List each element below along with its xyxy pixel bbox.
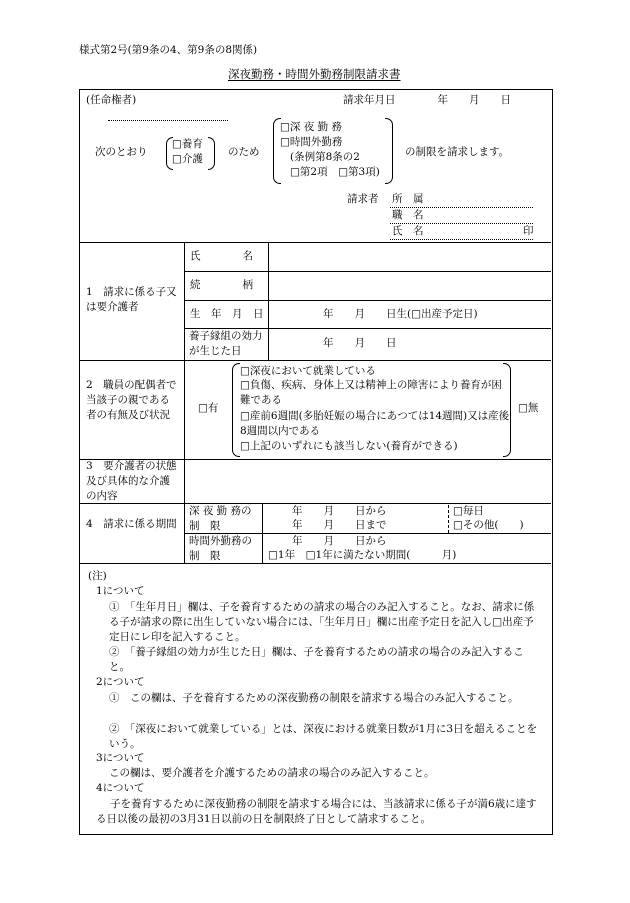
note4-text: 子を養育するために深夜勤務の制限を請求する場合には、当該請求に係る子が満6歳に達する日以後の最初の3月31日以前の日を制限終了日として請求すること。 [96,798,537,825]
appointer-line[interactable] [108,120,228,121]
requester-label: 請求者 [347,193,379,205]
child-birthdate-value[interactable]: 年 月 日生(□出産予定日) [323,308,478,320]
rule-s4-dashed [448,505,449,533]
conditions-bracket-right [503,363,511,457]
purpose-raising[interactable]: □養育 [172,138,203,150]
overtime-limit-label: 時間外勤務の 制 限 [189,535,263,562]
night-every-day[interactable]: □毎日 [453,505,484,517]
note1-heading: 1について [96,585,145,597]
type-night[interactable]: □深 夜 勤 務 [280,121,342,133]
appointer-label: (任命権者) [86,94,137,106]
rule-s1-subcolumn [268,242,269,360]
night-from[interactable]: 年 月 日から [292,505,387,517]
purpose-bracket-right [208,137,215,170]
note2-heading: 2について [96,676,145,688]
adoption-date-label: 養子縁組の効力が生じた日 [189,330,263,357]
rule-notes-top [79,563,551,564]
condition-night-work[interactable]: □深夜において就業している [240,365,376,377]
name-label: 氏 名 [392,225,424,237]
section1-label: 1 請求に係る子又は要介護者 [86,286,177,313]
overtime-period[interactable]: □1年 □1年に満たない期間( 月) [268,549,457,561]
note2-item2: ② 「深夜において就業している」とは、深夜における就業日数が1月に3日を超えることをいう。 [109,723,538,750]
note4-heading: 4について [96,782,145,794]
seal-mark: 印 [523,225,534,237]
section4-label: 4 請求に係る期間 [86,518,177,530]
rule-label-column [184,242,185,563]
note2-item1: ① この欄は、子を養育するための深夜勤務の制限を請求する場合のみ記入すること。 [109,692,519,704]
intro-text: 次のとおり [95,146,148,158]
note3-text: この欄は、要介護者を介護するための請求の場合のみ記入すること。 [109,767,435,779]
rule-section1-top [79,242,551,243]
closing-text: の制限を請求します。 [405,146,510,158]
note1-item1: ① 「生年月日」欄は、子を養育するための請求の場合のみ記入すること。なお、請求に係る子が請求の際に出生していない場合には、「生年月日」欄に出産予定日を記入し□出産予定日にレ印を記入すること。 [109,601,535,643]
position-label: 職 名 [392,209,424,221]
notes-heading: (注) [88,570,107,582]
purpose-care[interactable]: □介護 [172,153,203,165]
rule-s4-subcolumn [262,503,263,563]
section2-label: 2 職員の配偶者で当該子の親である者の有無及び状況 [86,379,177,421]
spouse-none[interactable]: □無 [518,402,539,414]
note1-item2: ② 「養子縁組の効力が生じた日」欄は、子を養育するための請求の場合のみ記入すること。 [109,646,524,673]
child-birthdate-label: 生 年 月 日 [190,308,264,320]
name-line[interactable] [390,239,533,240]
condition-none[interactable]: □上記のいずれにも該当しない(養育ができる) [240,440,458,452]
ordinance-text: (条例第8条の2 [290,151,360,163]
rule-s1-name [184,271,551,272]
condition-childbirth[interactable]: □産前6週間(多胎妊娠の場合にあつては14週間)又は産後8週間以内である [240,410,510,437]
night-to[interactable]: 年 月 日まで [292,519,387,531]
type-overtime[interactable]: □時間外勤務 [280,136,343,148]
adoption-date-value[interactable]: 年 月 日 [323,337,397,349]
night-other[interactable]: □その他( ) [453,519,524,531]
conditions-bracket-left [232,363,240,457]
rule-section2-top [79,360,551,361]
night-limit-label: 深 夜 勤 務の 制 限 [189,505,263,532]
for-text: のため [228,146,260,158]
overtime-from[interactable]: 年 月 日から [292,535,387,547]
form-title: 深夜勤務・時間外勤務制限請求書 [228,67,401,81]
child-name-label: 氏 名 [190,250,253,262]
position-line[interactable] [390,223,533,224]
type-bracket-right [385,118,393,184]
spouse-has[interactable]: □有 [198,402,219,414]
section3-label: 3 要介護者の状態及び具体的な介護の内容 [86,460,177,502]
form-number: 様式第2号(第9条の4、第9条の8関係) [79,44,258,56]
rule-s1-relation [184,300,551,301]
note3-heading: 3について [96,752,145,764]
child-relation-label: 続 柄 [190,279,253,291]
affiliation-label: 所 属 [392,193,424,205]
affiliation-line[interactable] [390,207,533,208]
condition-illness[interactable]: □負傷、疾病、身体上又は精神上の障害により養育が困難である [240,379,502,406]
paragraph-options[interactable]: □第2項 □第3項) [290,166,380,178]
request-date: 請求年月日 年 月 日 [343,94,511,106]
